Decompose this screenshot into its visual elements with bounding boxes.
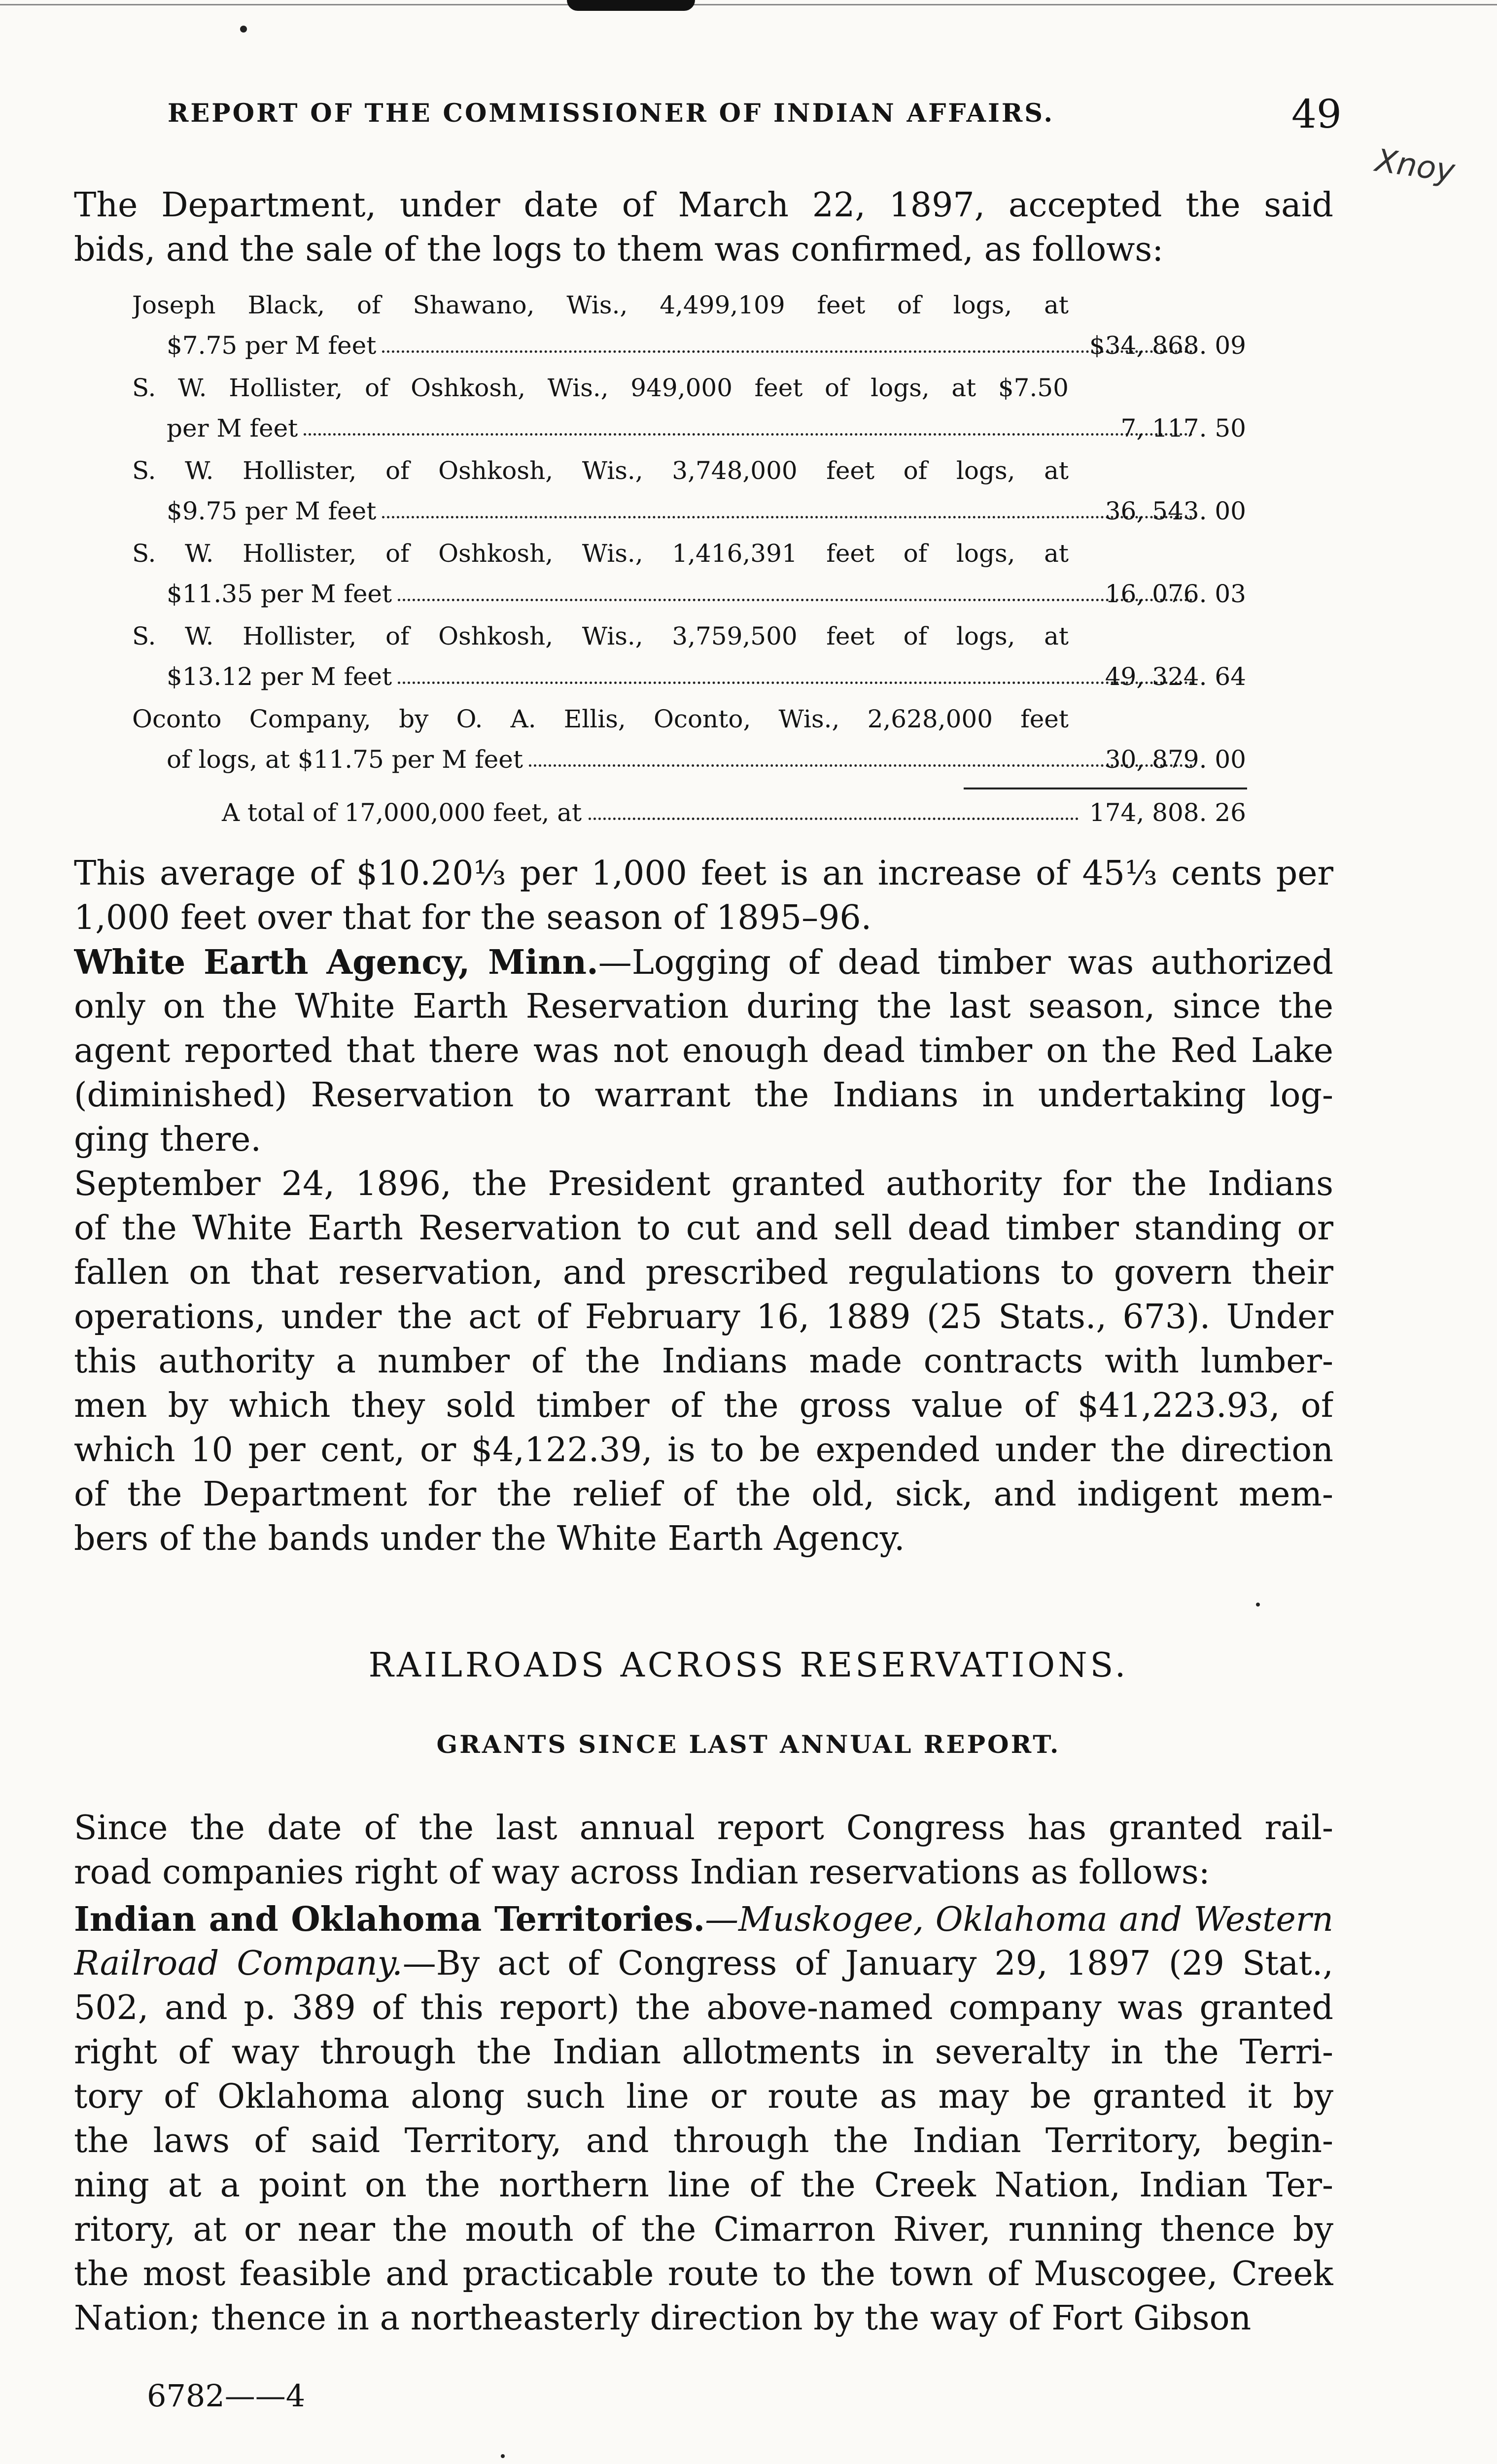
bid-entry (132, 622, 1246, 705)
bid-entry (132, 705, 1246, 787)
bid-entry (132, 374, 1246, 456)
bid-entry (132, 291, 1246, 374)
text-line: Nation; thence in a northeasterly direction by the way of Fort Gibson (74, 2299, 1252, 2338)
scan-speck (240, 26, 247, 33)
section-heading-inline: Indian and Oklahoma Territories. (74, 1900, 705, 1939)
text-line: the laws of said Territory, and through the Indian Territory, begin- (74, 2122, 1333, 2160)
section-heading: RAILROADS ACROSS RESERVATIONS. (368, 1646, 1129, 1685)
total-label: A total of 17,000,000 feet, at (222, 798, 582, 827)
railroads-intro-paragraph (74, 1806, 1333, 1895)
text-run: —Logging of dead timber was authorized (598, 943, 1333, 982)
bid-entry (132, 456, 1246, 539)
text-line: This average of $10.20⅓ per 1,000 feet is an increase of 45⅓ cents per (74, 854, 1333, 893)
bid-rate: $7.75 per M feet (167, 331, 377, 360)
company-name: Railroad Company. (74, 1944, 403, 1983)
bid-amount: 30, 879. 00 (1105, 745, 1246, 774)
dot-leader (398, 580, 1193, 601)
september-paragraph (74, 1162, 1333, 1561)
dot-leader (589, 798, 1079, 820)
territories-paragraph (74, 1897, 1333, 2341)
bid-description: S. W. Hollister, of Oshkosh, Wis., 3,748,000 feet of logs, at (132, 456, 1069, 485)
text-line: ritory, at or near the mouth of the Cimarron River, running thence by (74, 2210, 1333, 2249)
text-line: tory of Oklahoma along such line or route as may be granted it by (74, 2077, 1333, 2116)
scan-speck (501, 2454, 505, 2458)
text-line: The Department, under date of March 22, 1897, accepted the said (74, 186, 1333, 225)
text-line: (diminished) Reservation to warrant the Indians in undertaking log- (74, 1076, 1333, 1115)
text-line: road companies right of way across Indian reservations as follows: (74, 1853, 1210, 1892)
bid-description: S. W. Hollister, of Oshkosh, Wis., 3,759,500 feet of logs, at (132, 622, 1069, 650)
bid-rate: $9.75 per M feet (167, 497, 377, 525)
section-heading-inline: White Earth Agency, Minn. (74, 943, 598, 982)
bid-description: Oconto Company, by O. A. Ellis, Oconto, Wis., 2,628,000 feet (132, 705, 1069, 733)
text-run: —By act of Congress of January 29, 1897 (29 Stat., (402, 1944, 1333, 1983)
bid-description: S. W. Hollister, of Oshkosh, Wis., 1,416,391 feet of logs, at (132, 539, 1069, 568)
handwritten-margin-note: Xnoy (1373, 142, 1457, 190)
total-rule (964, 787, 1247, 789)
text-line: Since the date of the last annual report Congress has granted rail- (74, 1809, 1333, 1848)
text-line (74, 940, 1333, 985)
bid-rate: $13.12 per M feet (167, 662, 392, 691)
bid-rate: of logs, at $11.75 per M feet (167, 745, 523, 774)
page-number: 49 (1291, 91, 1342, 137)
scan-speck (1256, 1603, 1260, 1607)
intro-paragraph (74, 183, 1333, 272)
bid-amount: 36, 543. 00 (1105, 497, 1246, 525)
average-paragraph (74, 852, 1333, 940)
text-line: agent reported that there was not enough dead timber on the Red Lake (74, 1031, 1333, 1070)
dot-leader (398, 662, 1193, 684)
text-line: right of way through the Indian allotments in severalty in the Terri- (74, 2033, 1333, 2072)
text-line: of the White Earth Reservation to cut and sell dead timber standing or (74, 1209, 1333, 1248)
bid-rate: per M feet (167, 414, 298, 443)
total-line (222, 798, 1246, 827)
text-line: operations, under the act of February 16, 1889 (25 Stats., 673). Under (74, 1298, 1333, 1336)
scan-edge-line (0, 4, 1497, 5)
text-line: the most feasible and practicable route to the town of Muscogee, Creek (74, 2255, 1333, 2293)
bid-rate: $11.35 per M feet (167, 580, 392, 608)
bid-description: S. W. Hollister, of Oshkosh, Wis., 949,000 feet of logs, at $7.50 (132, 374, 1069, 402)
printer-signature: 6782——4 (147, 2378, 306, 2414)
bid-amount: 16, 076. 03 (1105, 580, 1246, 608)
dot-leader (382, 331, 1193, 353)
bid-entry (132, 539, 1246, 622)
bids-list (132, 291, 1246, 787)
text-line: which 10 per cent, or $4,122.39, is to be expended under the direction (74, 1431, 1333, 1470)
text-line: ging there. (74, 1120, 261, 1159)
text-line: men by which they sold timber of the gross value of $41,223.93, of (74, 1386, 1333, 1425)
text-line: 502, and p. 389 of this report) the above-named company was granted (74, 1988, 1333, 2027)
text-line: this authority a number of the Indians made contracts with lumber- (74, 1342, 1333, 1381)
text-line: ning at a point on the northern line of the Creek Nation, Indian Ter- (74, 2166, 1333, 2205)
text-line: fallen on that reservation, and prescribed regulations to govern their (74, 1253, 1333, 1292)
scan-binding-mark (567, 0, 695, 11)
bid-amount: 7, 117. 50 (1120, 414, 1246, 443)
text-line: of the Department for the relief of the old, sick, and indigent mem- (74, 1475, 1333, 1514)
text-line: bers of the bands under the White Earth Agency. (74, 1519, 905, 1558)
bid-amount: 49, 324. 64 (1105, 662, 1246, 691)
text-line: only on the White Earth Reservation during the last season, since the (74, 987, 1333, 1026)
text-line: bids, and the sale of the logs to them was confirmed, as follows: (74, 230, 1164, 269)
text-line: September 24, 1896, the President granted authority for the Indians (74, 1164, 1333, 1203)
text-line (74, 1942, 1333, 1986)
text-line: 1,000 feet over that for the season of 1895–96. (74, 898, 872, 937)
company-name: —Muskogee, Oklahoma and Western (705, 1900, 1333, 1939)
text-line (74, 1897, 1333, 1942)
section-subheading: GRANTS SINCE LAST ANNUAL REPORT. (436, 1730, 1061, 1759)
dot-leader (304, 414, 1193, 436)
total-amount: 174, 808. 26 (1089, 798, 1246, 827)
running-head: REPORT OF THE COMMISSIONER OF INDIAN AFFAIRS. (168, 99, 1055, 128)
dot-leader (382, 497, 1193, 518)
bid-description: Joseph Black, of Shawano, Wis., 4,499,109 feet of logs, at (132, 291, 1069, 319)
bid-amount: $34, 868. 09 (1089, 331, 1246, 360)
white-earth-paragraph (74, 940, 1333, 1162)
